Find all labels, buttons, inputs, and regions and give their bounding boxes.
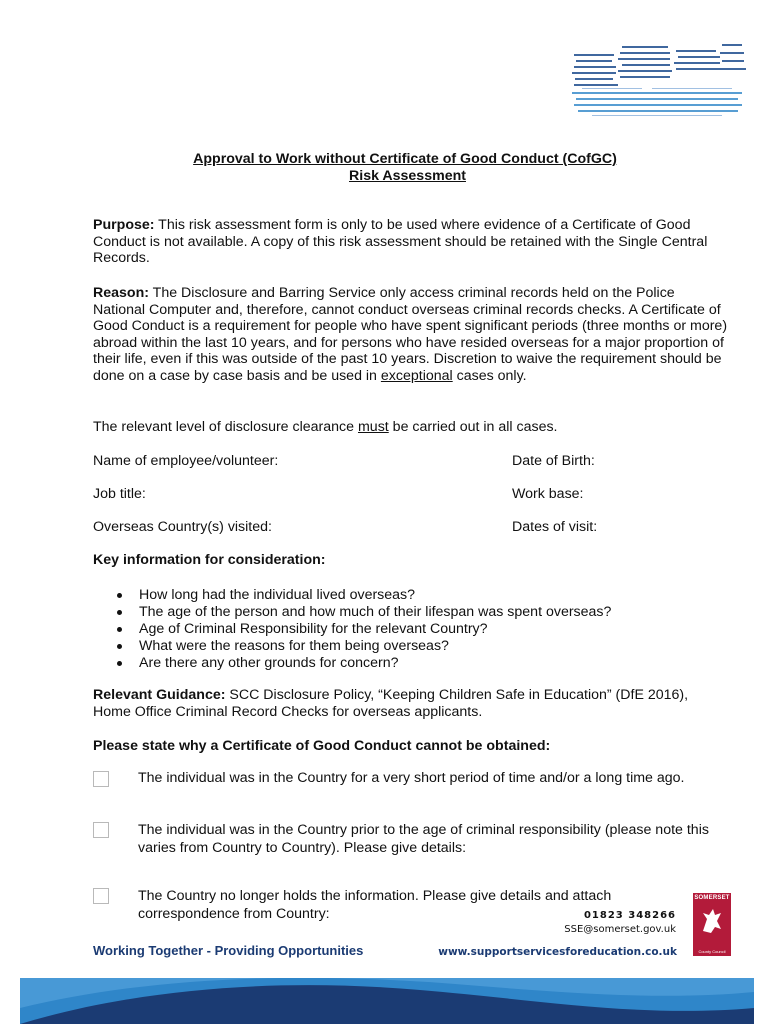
option-text-1: The individual was in the Country for a very short period of time and/or a long time ago. <box>138 770 685 786</box>
reason-paragraph <box>93 285 728 385</box>
reason-text: The Disclosure and Barring Service only access criminal records held on the Police National Computer and, therefore, cannot conduct overseas criminal records checks. A Certificate of Good Conduct is a requirement for people who have spent significant periods (three months or more) abroad within the last 10 years, and for persons who have resided overseas for a major proportion of their life, even if this was outside of the past 10 years. Discretion to waive the requirement should be done on a case by case basis and be used in <box>93 285 728 384</box>
dob-field-label: Date of Birth: <box>512 453 595 469</box>
list-item: The age of the person and how much of their lifespan was spent overseas? <box>93 604 611 621</box>
footer-website-link[interactable]: www.supportservicesforeducation.co.uk <box>438 946 677 958</box>
crest-top-text: SOMERSET <box>694 895 730 901</box>
title-line-2: Risk Assessment <box>349 168 466 184</box>
option-text-3: The Country no longer holds the information. Please give details and attach correspondence from Country: <box>138 888 612 922</box>
guidance-label: Relevant Guidance: <box>93 687 226 703</box>
footer-tagline: Working Together - Providing Opportunities <box>93 943 364 958</box>
document-title <box>0 151 770 185</box>
list-item: How long had the individual lived overseas? <box>93 587 611 604</box>
list-item: What were the reasons for them being overseas? <box>93 638 611 655</box>
reason-text-end: cases only. <box>452 367 527 384</box>
dates-field-label: Dates of visit: <box>512 519 598 535</box>
clearance-text-end: be carried out in all cases. <box>388 419 558 435</box>
reasons-heading: Please state why a Certificate of Good Conduct cannot be obtained: <box>93 738 551 754</box>
title-line-1: Approval to Work without Certificate of Good Conduct (CofGC) <box>193 151 617 167</box>
clearance-paragraph <box>93 419 728 436</box>
guidance-paragraph <box>93 687 728 720</box>
name-field-label: Name of employee/volunteer: <box>93 453 279 469</box>
key-info-list <box>93 587 611 672</box>
key-info-heading: Key information for consideration: <box>93 552 326 568</box>
reason-label: Reason: <box>93 285 149 301</box>
reason-emphasis: exceptional <box>380 367 453 384</box>
job-title-field-label: Job title: <box>93 486 146 502</box>
footer-wave-banner <box>20 978 754 1024</box>
option-checkbox-1[interactable] <box>93 771 109 787</box>
somerset-crest-logo <box>693 893 731 956</box>
purpose-text: This risk assessment form is only to be used where evidence of a Certificate of Good Conduct is not available. A copy of this risk assessment should be retained with the Single Central Records. <box>93 217 708 267</box>
contact-phone: 01823 348266 <box>583 910 676 921</box>
guidance-text: SCC Disclosure Policy, “Keeping Children Safe in Education” (DfE 2016), Home Office Criminal Record Checks for overseas applicants. <box>93 687 689 720</box>
crest-bottom-text: County Council <box>698 949 726 954</box>
countries-field-label: Overseas Country(s) visited: <box>93 519 272 535</box>
option-checkbox-3[interactable] <box>93 888 109 904</box>
work-base-field-label: Work base: <box>512 486 584 502</box>
contact-email: SSE@somerset.gov.uk <box>564 924 676 935</box>
option-checkbox-2[interactable] <box>93 822 109 838</box>
support-services-logo <box>572 42 747 118</box>
dragon-icon <box>693 901 731 941</box>
purpose-label: Purpose: <box>93 217 155 233</box>
clearance-text: The relevant level of disclosure clearance <box>93 419 358 435</box>
purpose-paragraph <box>93 217 728 267</box>
list-item: Are there any other grounds for concern? <box>93 655 611 672</box>
list-item: Age of Criminal Responsibility for the relevant Country? <box>93 621 611 638</box>
clearance-emphasis: must <box>357 419 389 435</box>
option-text-2: The individual was in the Country prior to the age of criminal responsibility (please note this varies from Country to Country). Please give details: <box>138 822 709 856</box>
